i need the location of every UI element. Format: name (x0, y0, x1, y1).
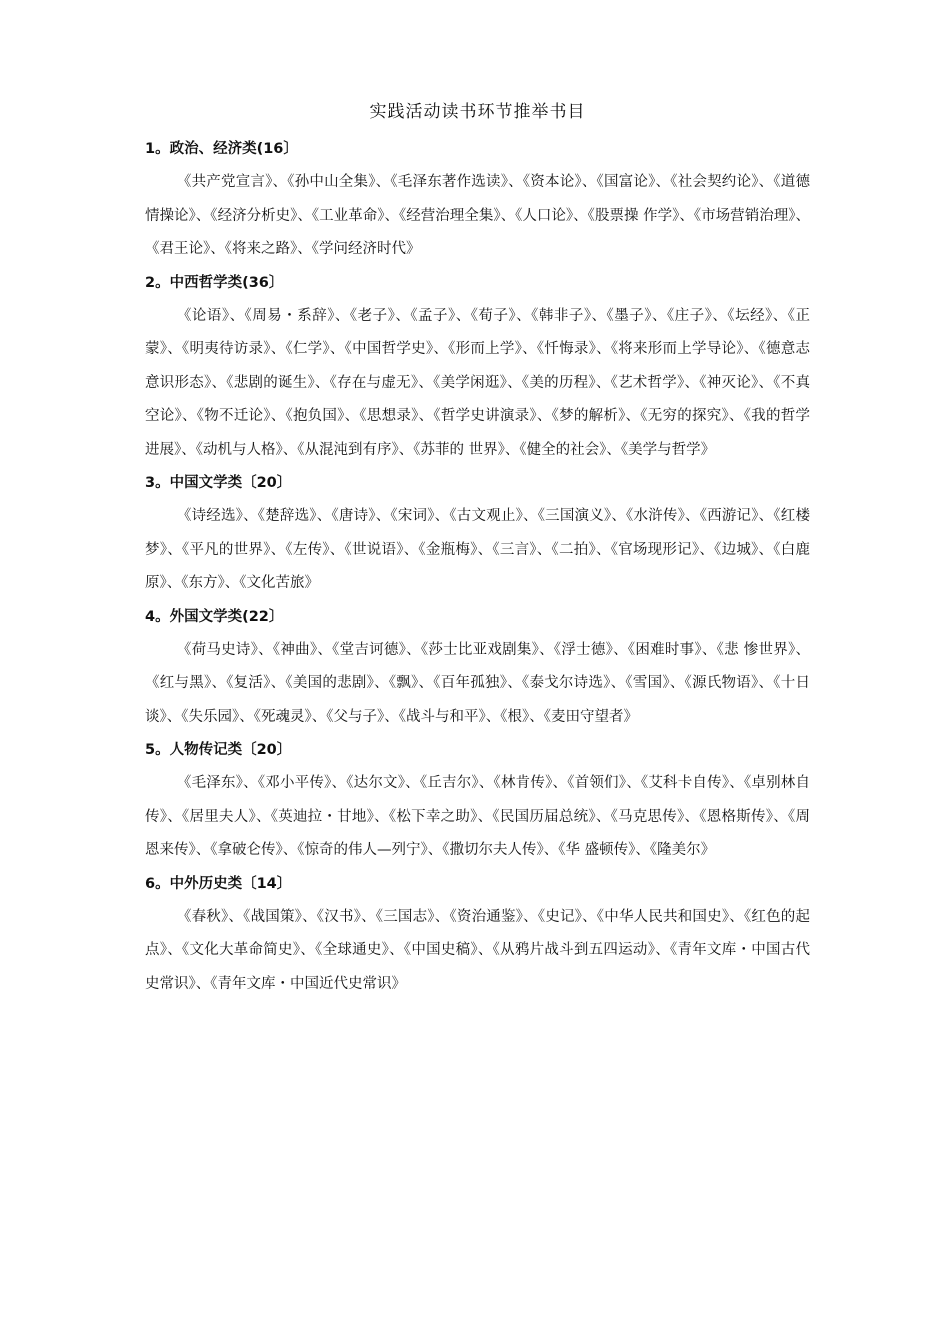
section-philosophy (145, 272, 810, 468)
section-biographies (145, 739, 810, 868)
section-heading: 5。人物传记类〔20〕 (145, 742, 292, 758)
section-book-list: 《论语》、《周易・系辞》、《老子》、《孟子》、《荀子》、《韩非子》、《墨子》、《庄子》、《坛经》、《正蒙》、《明夷待访录》、《仁学》、《中国哲学史》、《形而上学》、《忏悔录》、《将来形而上学导论》、《德意志意识形态》、《悲剧的诞生》、《存在与虚无》、《美学闲逛》、《美的历程》、《艺术哲学》、《神灭论》、《不真空论》、《物不迁论》、《抱负国》、《思想录》、《哲学史讲演录》、《梦的解析》、《无穷的探究》、《我的哲学进展》、《动机与人格》、《从混沌到有序》、《苏菲的 世界》、《健全的社会》、《美学与哲学》 (145, 307, 810, 458)
section-heading: 3。中国文学类〔20〕 (145, 475, 292, 491)
section-book-list: 《毛泽东》、《邓小平传》、《达尔文》、《丘吉尔》、《林肯传》、《首领们》、《艾科卡自传》、《卓别林自传》、《居里夫人》、《英迪拉・甘地》、《松下幸之助》、《民国历届总统》、《马克思传》、《恩格斯传》、《周恩来传》、《拿破仑传》、《惊奇的伟人—列宁》、《撒切尔夫人传》、《华 盛顿传》、《隆美尔》 (145, 775, 810, 858)
section-heading: 4。外国文学类(22〕 (145, 608, 284, 625)
section-heading: 6。中外历史类〔14〕 (145, 875, 292, 892)
section-chinese-literature (145, 472, 810, 601)
section-book-list: 《春秋》、《战国策》、《汉书》、《三国志》、《资治通鉴》、《史记》、《中华人民共和国史》、《红色的起点》、《文化大革命简史》、《全球通史》、《中国史稿》、《从鸦片战斗到五四运动》、《青年文库・中国古代史常识》、《青年文库・中国近代史常识》 (145, 908, 810, 992)
section-foreign-literature (145, 606, 810, 735)
section-politics-economics (145, 138, 810, 267)
section-heading: 1。政治、经济类(16〕 (145, 141, 298, 157)
section-book-list: 《共产党宣言》、《孙中山全集》、《毛泽东著作选读》、《资本论》、《国富论》、《社会契约论》、《道德情操论》、《经济分析史》、《工业革命》、《经营治理全集》、《人口论》、《股票操 作学》、《市场营销治理》、《君王论》、《将来之路》、《学问经济时代》 (145, 174, 810, 257)
document-page (145, 100, 810, 1006)
document-title: 实践活动读书环节推举书目 (369, 102, 586, 122)
section-heading: 2。中西哲学类(36〕 (145, 274, 284, 291)
section-book-list: 《诗经选》、《楚辞选》、《唐诗》、《宋词》、《古文观止》、《三国演义》、《水浒传》、《西游记》、《红楼梦》、《平凡的世界》、《左传》、《世说语》、《金瓶梅》、《三言》、《二拍》、《官场现形记》、《边城》、《白鹿原》、《东方》、《文化苦旅》 (145, 508, 810, 591)
section-history (145, 873, 810, 1002)
section-book-list: 《荷马史诗》、《神曲》、《堂吉诃德》、《莎士比亚戏剧集》、《浮士德》、《困难时事》、《悲 惨世界》、《红与黑》、《复活》、《美国的悲剧》、《飘》、《百年孤独》、《泰戈尔诗选》、《雪国》、《源氏物语》、《十日谈》、《失乐园》、《死魂灵》、《父与子》、《战斗与和平》、《根》、《麦田守望者》 (145, 641, 810, 725)
